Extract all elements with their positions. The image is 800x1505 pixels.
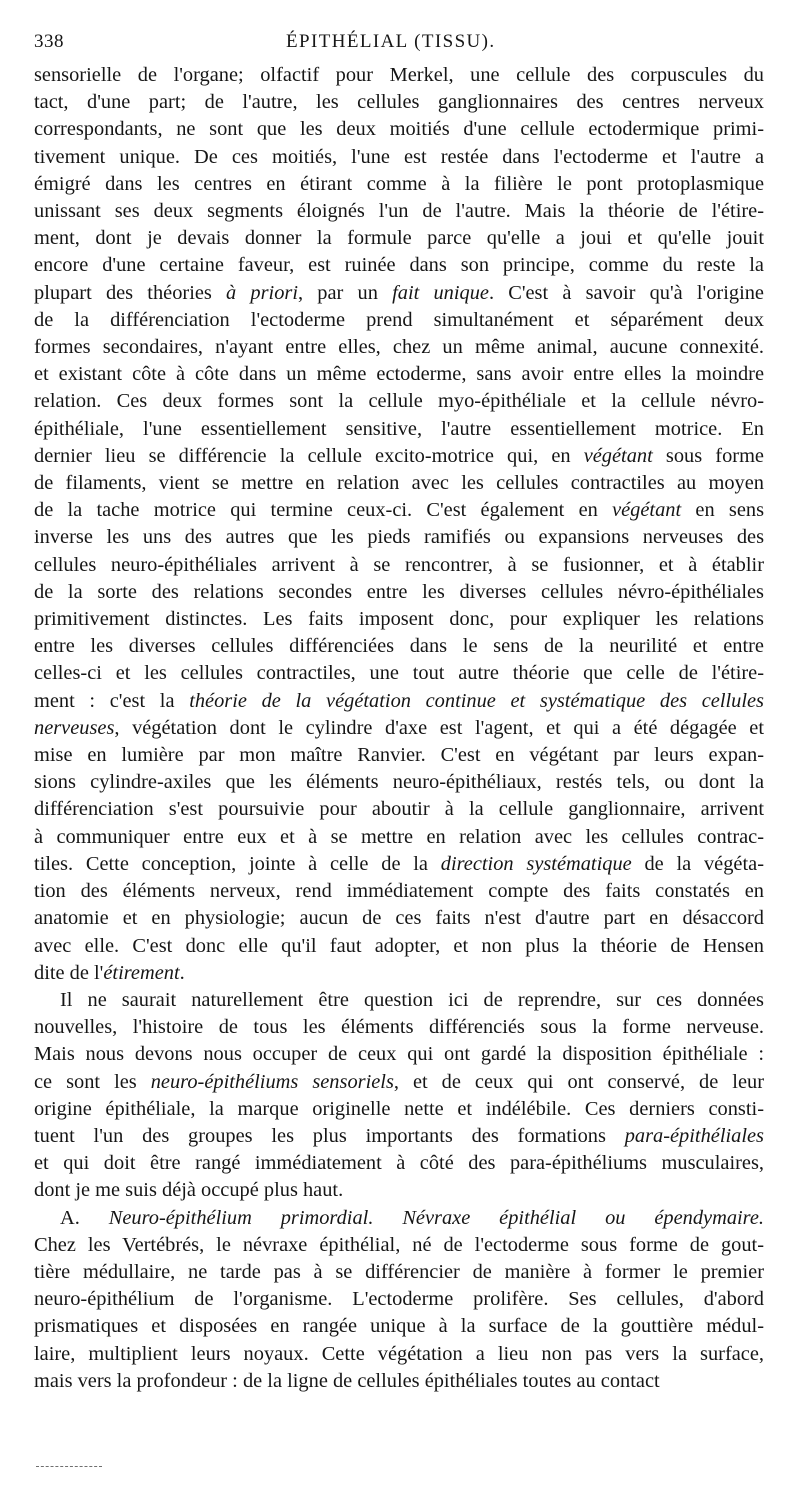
text-line [34,1232,764,1259]
text-run: Il ne saurait naturellement être question ici de reprendre, sur ces données [60,988,764,1011]
italic-text: végétant [583,444,653,467]
italic-text: végétant [612,499,682,522]
text-line [34,1150,764,1177]
text-run: dont je me suis déjà occupé plus haut. [34,1179,344,1202]
text-run: tière médullaire, ne tarde pas à se différencier de manière à former le premier [34,1260,764,1283]
text-line [34,171,764,198]
text-run: ment : c'est la [34,689,190,712]
italic-text: fait unique [392,281,489,304]
text-run: épithéliale, l'une essentiellement sensitive, l'autre essentiellement motrice. En [34,417,764,440]
text-run: Mais nous devons nous occuper de ceux qui ont gardé la disposition épithéliale : [34,1043,764,1066]
text-run: de la végéta- [631,852,764,875]
italic-text: étirement [103,961,180,984]
italic-text: neuro-épithéliums sensoriels [150,1070,394,1093]
text-run: dernier lieu se différencie la cellule excito-motrice qui, en [34,444,584,467]
text-run: , par un [298,281,393,304]
text-line [34,1286,764,1313]
text-line [34,62,764,89]
text-line [34,1341,764,1368]
text-line [34,1205,764,1232]
text-line [34,552,764,579]
text-run: A. [60,1206,109,1229]
text-run: mais vers la profondeur : de la ligne de cellules épithéliales toutes au contact [34,1369,660,1392]
text-run: et existant côte à côte dans un même ectoderme, sans avoir entre elles la moindre [34,363,764,386]
text-run: tact, d'une part; de l'autre, les cellules ganglionnaires des centres nerveux [34,91,764,114]
text-run: entre les diverses cellules différenciées dans le sens de la neurilité et entre [34,635,764,658]
text-line [34,1313,764,1340]
text-run: mise en lumière par mon maître Ranvier. C'est en végétant par leurs expan- [34,744,764,767]
italic-text: Neuro-épithélium primordial. Névraxe épithélial ou épendymaire. [108,1206,765,1229]
text-run: neuro-épithélium de l'organisme. L'ectoderme prolifère. Ses cellules, d'abord [34,1288,764,1311]
text-run: origine épithéliale, la marque originelle nette et indélébile. Ces derniers consti- [34,1097,764,1120]
text-run: inverse les uns des autres que les pieds ramifiés ou expansions nerveuses des [34,526,764,549]
page-number: 338 [34,31,64,52]
italic-text: direction systématique [440,852,632,875]
footer-rule [36,1466,102,1467]
text-run: émigré dans les centres en étirant comme à la filière le pont protoplasmique [34,172,764,195]
text-line [34,416,764,443]
page [34,28,764,1395]
text-line [34,1069,764,1096]
text-line [34,334,764,361]
text-run: nouvelles, l'histoire de tous les éléments différenciés sous la forme nerveuse. [34,1016,764,1039]
text-line [34,633,764,660]
text-line [34,960,764,987]
text-line [34,905,764,932]
text-line [34,987,764,1014]
italic-text: para-épithéliales [624,1124,764,1147]
text-run: ment, dont je devais donner la formule parce qu'elle a joui et qu'elle jouit [34,227,764,250]
text-run: laire, multiplient leurs noyaux. Cette végétation a lieu non pas vers la surface, [34,1342,764,1365]
text-line [34,824,764,851]
text-run: de la tache motrice qui termine ceux-ci. C'est également en [34,499,613,522]
text-line [34,579,764,606]
italic-text: à priori [226,281,298,304]
text-run: ce sont les [34,1070,151,1093]
text-run: tivement unique. De ces moitiés, l'une est restée dans l'ectoderme et l'autre a [34,145,764,168]
page-header [34,28,764,62]
text-run: , végétation dont le cylindre d'axe est l'agent, et qui a été dégagée et [114,716,764,739]
text-line [34,443,764,470]
text-run: et qui doit être rangé immédiatement à côté des para-épithéliums musculaires, [34,1152,764,1175]
text-run: sensorielle de l'organe; olfactif pour Merkel, une cellule des corpuscules du [34,64,764,86]
text-line [34,198,764,225]
text-run: Chez les Vertébrés, le névraxe épithélial, né de l'ectoderme sous forme de gout- [34,1233,764,1256]
text-line [34,1096,764,1123]
text-run: anatomie et en physiologie; aucun de ces faits n'est d'autre part en désaccord [34,907,764,930]
text-run: plupart des théories [34,281,227,304]
text-line [34,361,764,388]
text-line [34,660,764,687]
text-line [34,252,764,279]
text-line [34,688,764,715]
text-line [34,1014,764,1041]
text-run: dite de l' [34,961,104,984]
text-line [34,769,764,796]
text-run: celles-ci et les cellules contractiles, une tout autre théorie que celle de l'étire- [34,662,764,685]
text-line [34,388,764,415]
text-run: sous forme [652,444,764,467]
text-run: primitivement distinctes. Les faits imposent donc, pour expliquer les relations [34,608,764,631]
italic-text: nerveuses [34,716,115,739]
text-line [34,307,764,334]
running-title: ÉPITHÉLIAL (TISSU). [286,31,496,52]
text-line [34,1368,764,1395]
text-run: , et de ceux qui ont conservé, de leur [393,1070,764,1093]
text-line [34,116,764,143]
text-line [34,742,764,769]
text-line [34,796,764,823]
text-run: . [179,961,185,984]
text-run: de la différenciation l'ectoderme prend simultanément et séparément deux [34,308,764,331]
text-run: sions cylindre-axiles que les éléments neuro-épithéliaux, restés tels, ou dont la [34,771,764,794]
text-line [34,144,764,171]
text-line [34,1259,764,1286]
text-line [34,524,764,551]
text-run: correspondants, ne sont que les deux moitiés d'une cellule ectodermique primi- [34,118,764,141]
paragraph [34,987,764,1205]
text-line [34,1123,764,1150]
text-run: avec elle. C'est donc elle qu'il faut adopter, et non plus la théorie de Hensen [34,934,764,957]
text-run: tion des éléments nerveux, rend immédiatement compte des faits constatés en [34,880,764,903]
text-run: de la sorte des relations secondes entre les diverses cellules névro-épithéliales [34,580,764,603]
text-line [34,89,764,116]
text-line [34,280,764,307]
text-run: en sens [681,499,765,522]
text-line [34,878,764,905]
text-run: formes secondaires, n'ayant entre elles, chez un même animal, aucune connexité. [34,336,764,359]
paragraph [34,1205,764,1395]
text-line [34,715,764,742]
text-run: à communiquer entre eux et à se mettre en relation avec les cellules contrac- [34,825,764,848]
text-line [34,470,764,497]
paragraph [34,62,764,987]
text-run: relation. Ces deux formes sont la cellule myo-épithéliale et la cellule névro- [34,390,764,413]
text-line [34,1041,764,1068]
text-line [34,225,764,252]
text-run: . C'est à savoir qu'à l'origine [488,281,764,304]
text-run: tuent l'un des groupes les plus importants des formations [34,1124,625,1147]
text-line [34,1177,764,1204]
italic-text: théorie de la végétation continue et systématique des cellules [189,689,764,712]
text-run: unissant ses deux segments éloignés l'un de l'autre. Mais la théorie de l'étire- [34,200,764,223]
text-run: prismatiques et disposées en rangée unique à la surface de la gouttière médul- [34,1315,764,1338]
text-line [34,497,764,524]
text-line [34,933,764,960]
text-run: cellules neuro-épithéliales arrivent à se rencontrer, à se fusionner, et à établir [34,553,764,576]
text-run: de filaments, vient se mettre en relation avec les cellules contractiles au moyen [34,472,764,495]
text-run: différenciation s'est poursuivie pour aboutir à la cellule ganglionnaire, arrivent [34,798,764,821]
text-run: tiles. Cette conception, jointe à celle de la [34,852,441,875]
text-line [34,606,764,633]
text-run: encore d'une certaine faveur, est ruinée dans son principe, comme du reste la [34,254,764,277]
text-line [34,851,764,878]
